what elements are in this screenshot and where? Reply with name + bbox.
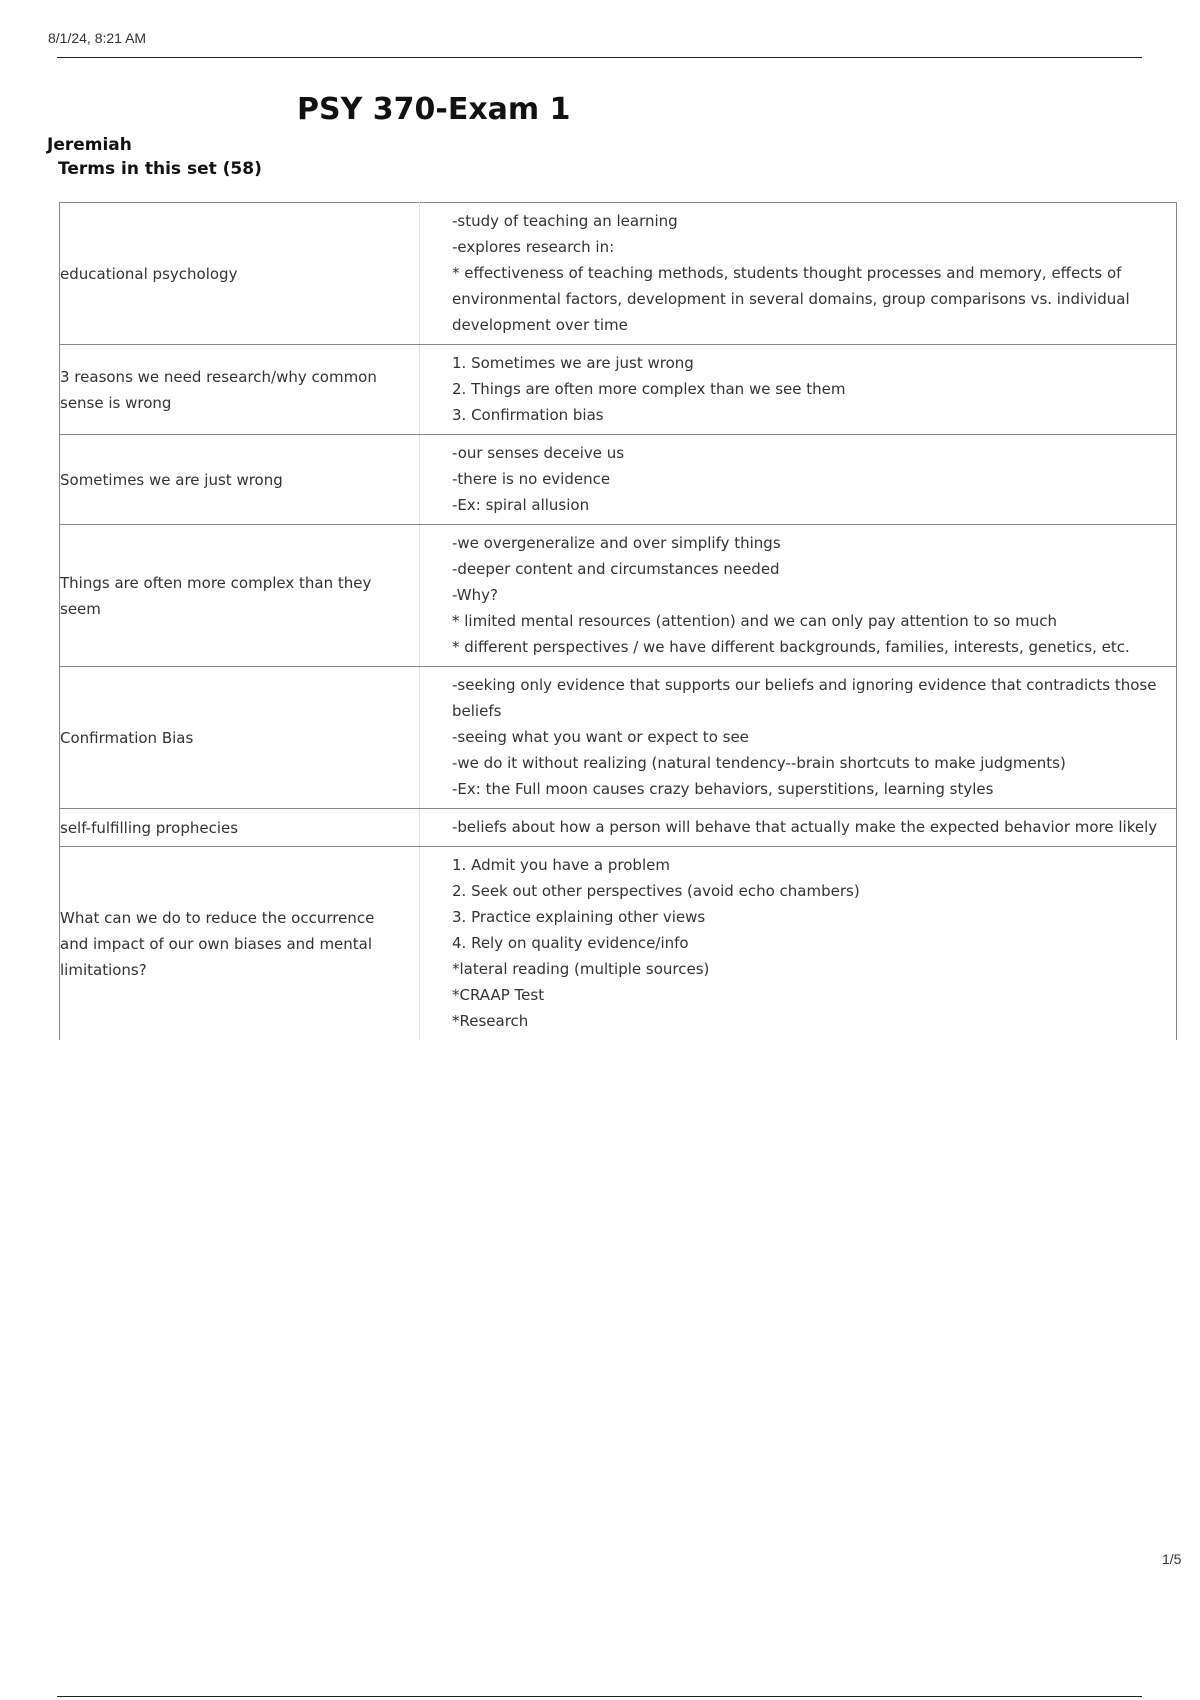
terms-table	[59, 202, 1177, 1040]
terms-count-heading: Terms in this set (58)	[58, 159, 262, 179]
page-number: 1/5	[1162, 1551, 1182, 1567]
term-cell: What can we do to reduce the occurrence and impact of our own biases and mental limitations?	[60, 847, 420, 1041]
definition-line: * different perspectives / we have different backgrounds, families, interests, genetics, etc.	[452, 638, 1130, 656]
term-cell: self-fulfilling prophecies	[60, 809, 420, 847]
definition-line: -there is no evidence	[452, 470, 611, 488]
definition-line: * effectiveness of teaching methods, students thought processes and memory, effects of environmental factors, development in several domains, group comparisons vs. individual development over time	[452, 264, 1130, 334]
table-row	[60, 809, 1177, 847]
definition-line: -seeing what you want or expect to see	[452, 728, 749, 746]
definition-line: -Ex: the Full moon causes crazy behaviors, superstitions, learning styles	[452, 780, 994, 798]
definition-line: 4. Rely on quality evidence/info	[452, 934, 689, 952]
term-cell: educational psychology	[60, 203, 420, 345]
definition-line: -deeper content and circumstances needed	[452, 560, 780, 578]
footer-divider	[57, 1696, 1142, 1697]
definition-line: 1. Admit you have a problem	[452, 856, 670, 874]
terms-table-body	[60, 203, 1177, 1041]
table-row	[60, 203, 1177, 345]
definition-cell	[420, 667, 1177, 809]
definition-line: 2. Things are often more complex than we see them	[452, 380, 846, 398]
definition-line: -we overgeneralize and over simplify things	[452, 534, 781, 552]
definition-line: *lateral reading (multiple sources)	[452, 960, 710, 978]
definition-line: 3. Confirmation bias	[452, 406, 604, 424]
table-row	[60, 435, 1177, 525]
definition-cell	[420, 525, 1177, 667]
author-name: Jeremiah	[47, 135, 132, 155]
definition-cell	[420, 345, 1177, 435]
definition-cell	[420, 203, 1177, 345]
definition-line: 2. Seek out other perspectives (avoid echo chambers)	[452, 882, 860, 900]
definition-line: -seeking only evidence that supports our beliefs and ignoring evidence that contradicts those beliefs	[452, 676, 1157, 720]
table-row	[60, 667, 1177, 809]
table-row	[60, 345, 1177, 435]
term-cell: Sometimes we are just wrong	[60, 435, 420, 525]
table-row	[60, 847, 1177, 1041]
definition-line: *CRAAP Test	[452, 986, 545, 1004]
definition-line: 3. Practice explaining other views	[452, 908, 706, 926]
definition-cell	[420, 435, 1177, 525]
term-cell: 3 reasons we need research/why common sense is wrong	[60, 345, 420, 435]
definition-line: -beliefs about how a person will behave that actually make the expected behavior more likely	[452, 818, 1158, 836]
definition-line: * limited mental resources (attention) and we can only pay attention to so much	[452, 612, 1057, 630]
definition-line: 1. Sometimes we are just wrong	[452, 354, 694, 372]
definition-cell	[420, 847, 1177, 1041]
term-cell: Confirmation Bias	[60, 667, 420, 809]
definition-line: -Why?	[452, 586, 498, 604]
definition-line: -explores research in:	[452, 238, 615, 256]
table-row	[60, 525, 1177, 667]
definition-line: -our senses deceive us	[452, 444, 625, 462]
page-title: PSY 370-Exam 1	[297, 92, 571, 127]
definition-line: -study of teaching an learning	[452, 212, 678, 230]
definition-cell	[420, 809, 1177, 847]
header-divider	[57, 57, 1142, 58]
term-cell: Things are often more complex than they seem	[60, 525, 420, 667]
definition-line: -Ex: spiral allusion	[452, 496, 590, 514]
definition-line: *Research	[452, 1012, 529, 1030]
definition-line: -we do it without realizing (natural tendency--brain shortcuts to make judgments)	[452, 754, 1066, 772]
print-timestamp: 8/1/24, 8:21 AM	[48, 30, 147, 46]
